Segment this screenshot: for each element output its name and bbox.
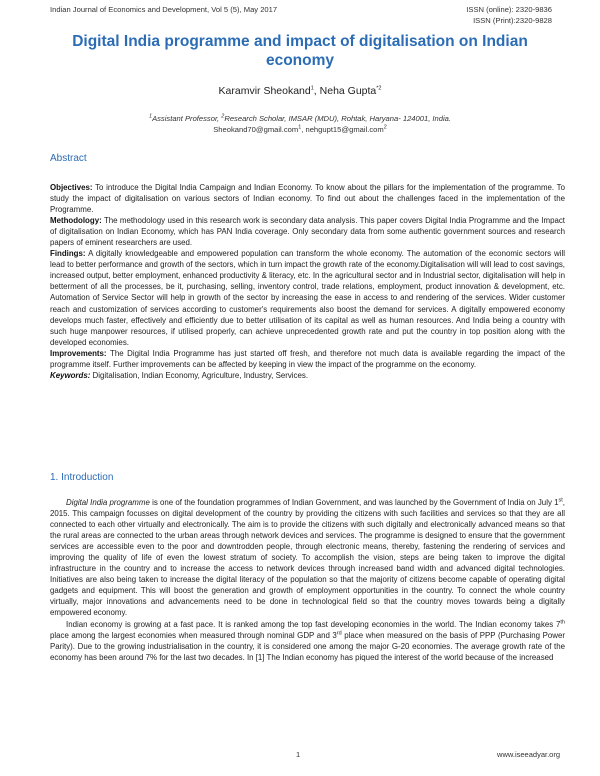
email-1-sup: 1	[298, 124, 302, 131]
aff-1: Assistant Professor,	[152, 114, 222, 123]
email-2[interactable]: , nehgupt15@gmail.com	[301, 125, 384, 134]
abstract-body	[50, 182, 565, 381]
aff-sup-2: 2	[221, 113, 225, 120]
findings-text: A digitally knowledgeable and empowered population can transform the whole economy. The automation of the economic sectors will lead to better performance and growth of the sectors, which in turn impact the growth rate of the economy.Digitalisation will will lead to cost savings, increased output, better employment, enhanced productivity & literacy, etc. In the agricultural sector and in Industrial sector, digitalisation will help in betterment of all the processes, be it, purchasing, selling, inventory control, trade relations, employment, product innovation & development, etc. Automation of Service Sector will help in growth of the sector by increasing the ease in access to and rendering of the services. Wider customer reach and customization of services according to customer's requirements also boost the demand for services. A digitally empowered economy develops much faster, effectively and efficiently due to better utilisation of its capital as well as human resources. And India being a country with such huge manpower resources, if utilised properly, can achieve unprecedented growth rate and put the country in top position along with the developed economies.	[50, 249, 565, 347]
email-2-sup: 2	[383, 124, 387, 131]
email-line	[60, 124, 540, 135]
intro-italic-term: Digital India programme	[66, 498, 150, 507]
issn-online: ISSN (online): 2320-9836	[466, 5, 552, 14]
issn-print: ISSN (Print):2320-9828	[473, 15, 552, 25]
affiliation-block	[60, 113, 540, 135]
introduction-heading: 1. Introduction	[50, 472, 114, 483]
intro-p2-sup1: th	[560, 618, 565, 625]
author-sep: ,	[313, 85, 320, 97]
methodology-text: The methodology used in this research work is secondary data analysis. This paper covers Digital India Programme and the Impact of digitalisation on Indian Economy, which has PAN India coverage. Only secondary data from some authentic government sources and research papers of eminent researchers are used.	[50, 216, 565, 248]
introduction-body	[50, 497, 565, 663]
intro-p2-b: place among the largest economies when measured through nominal GDP and 3	[50, 630, 337, 640]
abstract-keywords	[50, 370, 565, 381]
abstract-methodology	[50, 215, 565, 248]
author-2: Neha Gupta	[319, 85, 377, 97]
intro-p1-b: , 2015. This campaign focusses on digital development of the country by providing the citizens with such facilities and services so that they are all connected to each other virtually and electronically. The aim is to provide the citizens with such digitally and electronically advanced means so that the rural areas are connected to the urban areas through network devices and services. The programme is designed to ensure that the government services are accessible even to the poor and downtrodden people, through electronic means, thereby, fastening the rendering of services and improving the quality of life of even the lowest stratum of society. To accomplish the vision, steps are being taken to improve the digital infrastructure in the country and to increase the access to network devices through increased band width and advanced digital technologies. Initiatives are also being taken to increase the digital literacy of the population so that the majority of citizens become capable of operating digital gadgets and equipment. This will boost the generation and growth of employment opportunities in the country. To connect the whole country virtually, major innovations and advancements need to be done in technological field so that the country moves towards being a digitally empowered economy.	[50, 498, 565, 618]
abstract-heading: Abstract	[50, 153, 87, 164]
aff-2: Research Scholar, IMSAR (MDU), Rohtak, Haryana- 124001, India.	[224, 114, 451, 123]
objectives-text: To introduce the Digital India Campaign and Indian Economy. To know about the pillars for the implementation of the programme. To study the impact of digitalisation on various sectors of Indian economy. To find out about the challenges faced in the implementation of the Programme.	[50, 183, 565, 215]
abstract-improvements	[50, 348, 565, 370]
email-1[interactable]: Sheokand70@gmail.com	[213, 125, 299, 134]
keywords-text: Digitalisation, Indian Economy, Agriculture, Industry, Services.	[90, 370, 309, 380]
author-line	[60, 85, 540, 97]
intro-p1-sup: st	[558, 497, 563, 504]
methodology-label: Methodology:	[50, 216, 102, 226]
page-number: 1	[296, 750, 301, 759]
keywords-label: Keywords:	[50, 370, 91, 380]
aff-sup-1: 1	[149, 113, 153, 120]
affiliation-line	[60, 113, 540, 124]
intro-paragraph-1	[50, 497, 565, 619]
footer-url[interactable]: www.iseeadyar.org	[497, 750, 560, 759]
intro-p2-c: place when measured on the basis of PPP (Purchasing Power Parity). Due to the growing industrialisation in the country, it is considered one among the major G-20 economies. The average growth rate of the economy has been around 7% for the last two decades. In [1] The Indian economy has piqued the interest of the world because of the increased	[50, 630, 565, 662]
intro-p2-sup2: rd	[336, 629, 342, 636]
objectives-label: Objectives:	[50, 183, 93, 192]
intro-p2-a: Indian economy is growing at a fast pace. It is ranked among the top fast developing economies in the world. The Indian economy takes 7	[66, 619, 561, 629]
issn-block	[466, 5, 552, 26]
abstract-objectives	[50, 182, 565, 215]
findings-label: Findings:	[50, 249, 86, 259]
abstract-findings	[50, 248, 565, 347]
author-1-sup: 1	[310, 85, 314, 92]
improvements-label: Improvements:	[50, 348, 107, 358]
author-1: Karamvir Sheokand	[218, 85, 311, 97]
journal-header: Indian Journal of Economics and Development, Vol 5 (5), May 2017	[50, 5, 278, 14]
author-2-sup: *2	[376, 85, 382, 92]
paper-title: Digital India programme and impact of digitalisation on Indian economy	[72, 33, 528, 69]
improvements-text: The Digital India Programme has just started off fresh, and therefore not much data is available regarding the impact of the programme itself. Further improvements can be affected by keeping in view the impact of the programme on the economy.	[50, 348, 565, 369]
intro-p1-a: is one of the foundation programmes of Indian Government, and was launched by the Government of India on July 1	[149, 498, 559, 507]
intro-paragraph-2	[50, 619, 565, 663]
